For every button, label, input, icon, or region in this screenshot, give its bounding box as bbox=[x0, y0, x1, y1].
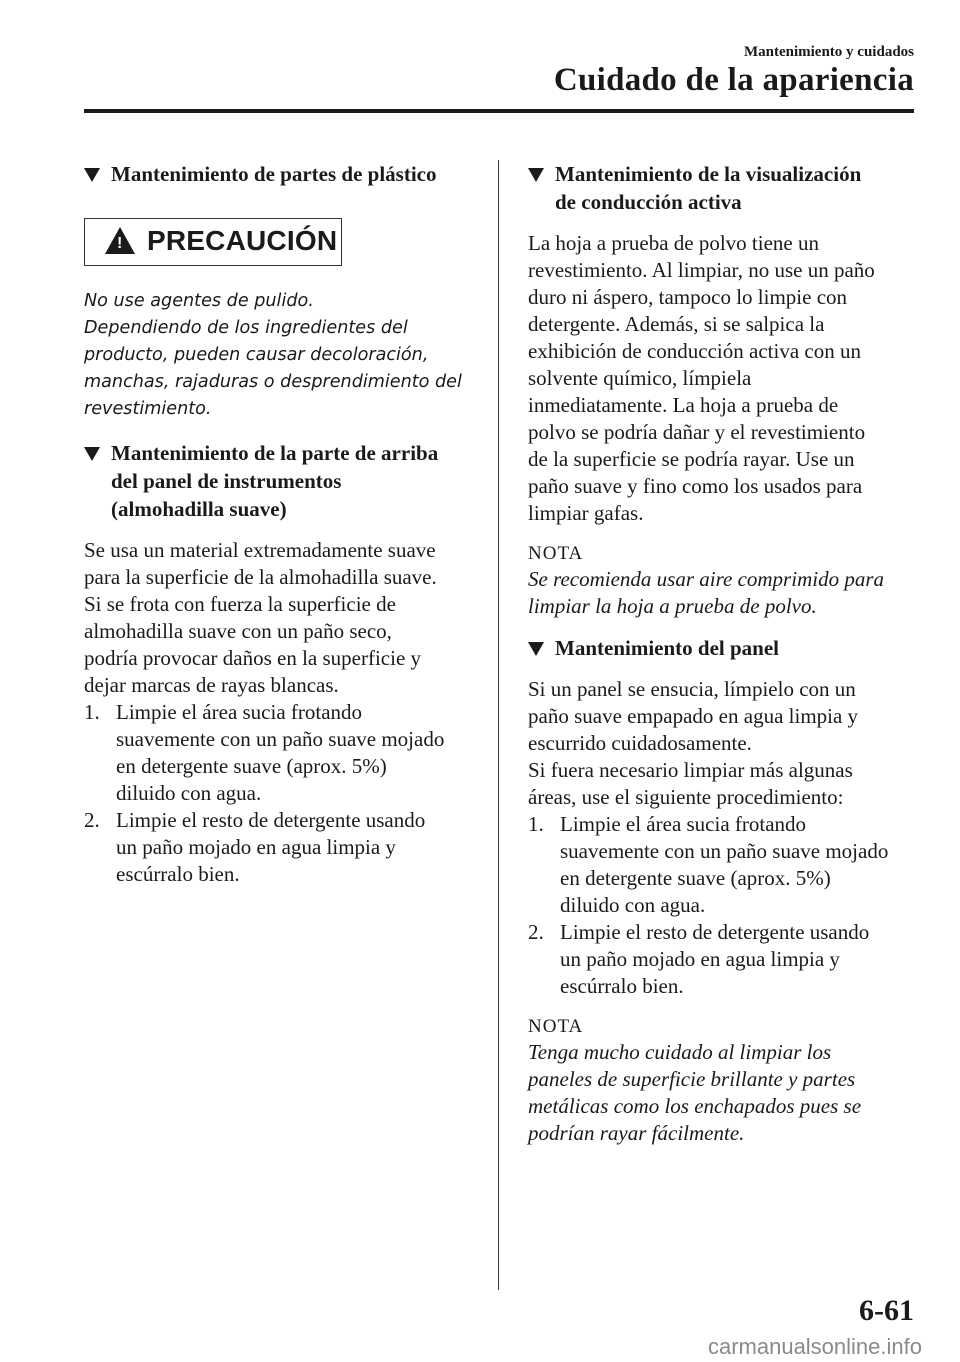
triangle-bullet-icon bbox=[84, 168, 100, 182]
panel-paragraph: Si un panel se ensucia, límpielo con un paño suave empapado en agua limpia y escurrido cuidadosamente. Si fuera necesario limpiar más algunas áreas, use el siguiente procedimiento: bbox=[528, 677, 859, 809]
dashboard-pad-steps bbox=[84, 699, 469, 888]
column-divider bbox=[498, 160, 499, 1290]
right-column bbox=[528, 160, 913, 1161]
caution-text: No use agentes de pulido. Dependiendo de los ingredientes del producto, pueden causar decoloración, manchas, rajaduras o desprendimiento del revestimiento. bbox=[84, 291, 462, 419]
dashboard-pad-paragraph: Se usa un material extremadamente suave para la superficie de la almohadilla suave. Si se frota con fuerza la superficie de almohadilla suave con un paño seco, podría provocar daños en la superficie y dejar marcas de rayas blancas. bbox=[84, 538, 437, 697]
section-heading-plastic-parts: Mantenimiento de partes de plástico bbox=[84, 160, 469, 188]
note-label: NOTA bbox=[528, 543, 584, 564]
note-text: Se recomienda usar aire comprimido para limpiar la hoja a prueba de polvo. bbox=[528, 567, 884, 618]
chapter-title: Mantenimiento y cuidados bbox=[743, 44, 914, 60]
note-text: Tenga mucho cuidado al limpiar los paneles de superficie brillante y partes metálicas como los enchapados pues se podrían rayar fácilmente. bbox=[528, 1040, 862, 1145]
header-rule bbox=[84, 109, 914, 113]
caution-box: ! PRECAUCIÓN bbox=[84, 218, 342, 266]
left-column bbox=[84, 160, 469, 888]
triangle-bullet-icon bbox=[528, 168, 544, 182]
section-heading-dashboard-pad: Mantenimiento de la parte de arriba del panel de instrumentos (almohadilla suave) bbox=[84, 439, 469, 523]
page-number: 6-61 bbox=[859, 1294, 914, 1327]
watermark-link[interactable]: carmanualsonline.info bbox=[707, 1334, 922, 1359]
list-item: 1. Limpie el área sucia frotando suavemente con un paño suave mojado en detergente suave (aprox. 5%) diluido con agua. bbox=[528, 812, 889, 917]
section-heading-active-display: Mantenimiento de la visualización de conducción activa bbox=[528, 160, 913, 216]
triangle-bullet-icon bbox=[84, 447, 100, 461]
note-label: NOTA bbox=[528, 1016, 584, 1037]
page-title: Cuidado de la apariencia bbox=[553, 62, 914, 98]
active-display-paragraph: La hoja a prueba de polvo tiene un revestimiento. Al limpiar, no use un paño duro ni áspero, tampoco lo limpie con detergente. Además, si se salpica la exhibición de conducción activa con un solvente químico, límpiela inmediatamente. La hoja a prueba de polvo se podría dañar y el revestimiento de la superficie se podría rayar. Use un paño suave y fino como los usados para limpiar gafas. bbox=[528, 231, 875, 525]
panel-steps bbox=[528, 811, 913, 1000]
section-heading-panel: Mantenimiento del panel bbox=[528, 634, 913, 662]
caution-label: PRECAUCIÓN bbox=[147, 225, 338, 256]
list-item: 2. Limpie el resto de detergente usando un paño mojado en agua limpia y escúrralo bien. bbox=[84, 808, 426, 886]
list-item: 2. Limpie el resto de detergente usando un paño mojado en agua limpia y escúrralo bien. bbox=[528, 920, 870, 998]
list-item: 1. Limpie el área sucia frotando suavemente con un paño suave mojado en detergente suave (aprox. 5%) diluido con agua. bbox=[84, 700, 445, 805]
triangle-bullet-icon bbox=[528, 642, 544, 656]
